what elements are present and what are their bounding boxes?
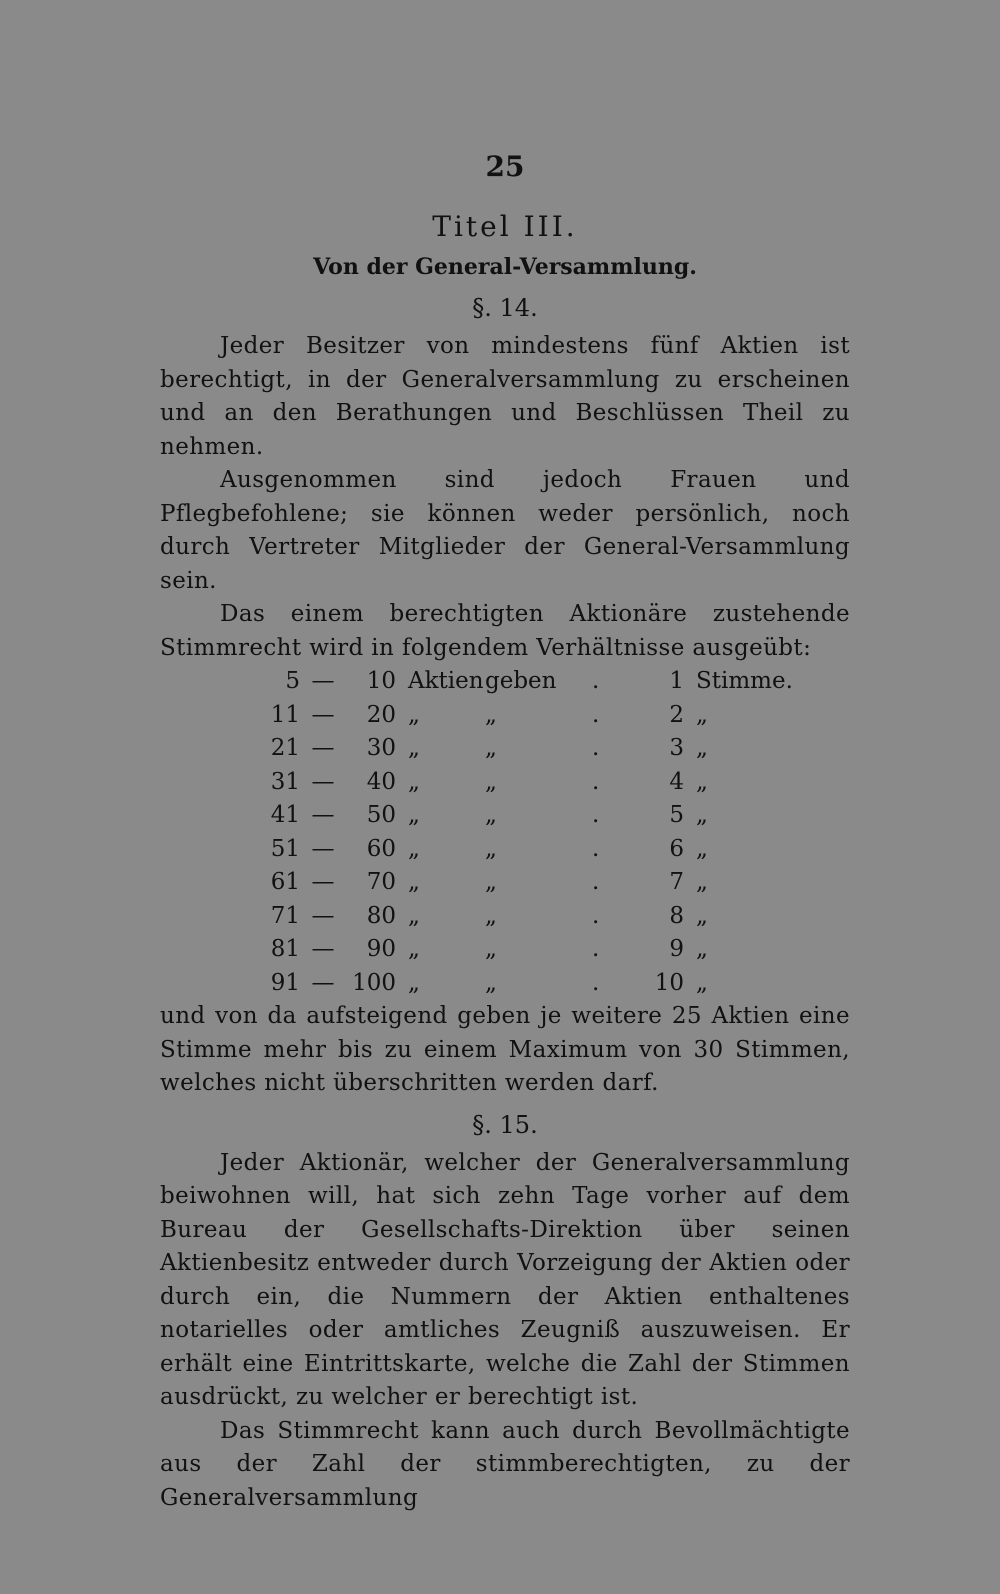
chapter-title: Titel III. [432, 210, 578, 243]
table-cell-w1: „ [408, 802, 420, 828]
table-cell-dash: — [311, 869, 335, 895]
table-cell-w2: „ [485, 969, 497, 996]
table-cell-num: 6 [669, 835, 684, 862]
table-cell-dash: — [311, 802, 335, 828]
table-cell-dot: . [592, 969, 600, 996]
table-cell-w2: „ [485, 936, 497, 962]
table-cell-dot: . [592, 701, 600, 728]
table-cell-unit: Stimme. [696, 668, 793, 694]
section-14-heading: §. 14. [472, 294, 538, 322]
table-cell-dash: — [311, 902, 335, 929]
table-cell-num: 1 [669, 668, 684, 694]
table-cell-dash: — [311, 735, 335, 761]
table-cell-from: 31 [270, 768, 300, 795]
table-cell-dash: — [311, 701, 335, 728]
table-cell-unit: „ [696, 802, 708, 828]
table-cell-to: 20 [366, 701, 396, 728]
table-cell-w1: „ [408, 869, 420, 895]
table-cell-to: 70 [366, 869, 396, 895]
table-cell-dot: . [592, 902, 600, 929]
table-cell-num: 10 [654, 969, 684, 996]
table-cell-unit: „ [696, 768, 708, 795]
section-14-paragraph-4: und von da aufsteigend geben je weitere 25 Aktien eine Stimme mehr bis zu einem Maximum von 30 Stimmen, welches nicht überschritten werden darf. [160, 1003, 850, 1096]
section-14-paragraph-3: Das einem berechtigten Aktionäre zustehende Stimmrecht wird in folgendem Verhältnisse ausgeübt: [160, 601, 850, 661]
table-cell-w1: „ [408, 735, 420, 761]
table-cell-from: 81 [270, 936, 300, 962]
page-number: 25 [485, 150, 525, 183]
table-cell-to: 60 [366, 835, 396, 862]
table-cell-w2: geben [485, 668, 557, 694]
table-cell-w2: „ [485, 701, 497, 728]
table-cell-unit: „ [696, 835, 708, 862]
table-cell-unit: „ [696, 936, 708, 962]
table-cell-to: 50 [366, 802, 396, 828]
table-cell-w1: „ [408, 902, 420, 929]
table-row [160, 866, 850, 900]
table-row [160, 933, 850, 967]
table-cell-to: 90 [366, 936, 396, 962]
table-cell-from: 21 [270, 735, 300, 761]
table-cell-unit: „ [696, 902, 708, 929]
table-cell-unit: „ [696, 701, 708, 728]
table-cell-from: 11 [270, 701, 300, 728]
table-cell-dot: . [592, 668, 600, 694]
table-row [160, 967, 850, 1001]
table-cell-dot: . [592, 802, 600, 828]
table-cell-to: 100 [352, 969, 396, 996]
table-row [160, 900, 850, 934]
table-cell-num: 3 [669, 735, 684, 761]
table-row [160, 766, 850, 800]
table-cell-w2: „ [485, 869, 497, 895]
table-cell-unit: „ [696, 869, 708, 895]
table-cell-dot: . [592, 835, 600, 862]
table-cell-w1: Aktien [408, 668, 484, 694]
table-cell-w2: „ [485, 802, 497, 828]
table-cell-w1: „ [408, 936, 420, 962]
table-cell-dash: — [311, 835, 335, 862]
table-row [160, 732, 850, 766]
table-cell-to: 10 [366, 668, 396, 694]
chapter-subtitle: Von der General-Versammlung. [313, 254, 697, 280]
table-cell-to: 30 [366, 735, 396, 761]
document-page [160, 150, 850, 1515]
table-cell-from: 91 [270, 969, 300, 996]
table-row [160, 799, 850, 833]
table-cell-unit: „ [696, 969, 708, 996]
table-cell-num: 9 [669, 936, 684, 962]
table-cell-dash: — [311, 936, 335, 962]
table-cell-dot: . [592, 869, 600, 895]
table-cell-dash: — [311, 969, 335, 996]
table-cell-from: 51 [270, 835, 300, 862]
voting-table [160, 665, 850, 1000]
section-14-paragraph-1: Jeder Besitzer von mindestens fünf Aktien ist berechtigt, in der Generalversammlung zu erscheinen und an den Berathungen und Beschlüssen Theil zu nehmen. [160, 333, 850, 460]
table-cell-w2: „ [485, 835, 497, 862]
table-cell-num: 8 [669, 902, 684, 929]
table-cell-unit: „ [696, 735, 708, 761]
table-cell-from: 71 [270, 902, 300, 929]
table-cell-w1: „ [408, 701, 420, 728]
table-cell-num: 5 [669, 802, 684, 828]
table-cell-from: 5 [285, 668, 300, 694]
table-row [160, 665, 850, 699]
table-cell-w2: „ [485, 768, 497, 795]
table-row [160, 833, 850, 867]
table-cell-dot: . [592, 735, 600, 761]
table-row [160, 699, 850, 733]
table-cell-w2: „ [485, 902, 497, 929]
table-cell-num: 4 [669, 768, 684, 795]
table-cell-dot: . [592, 936, 600, 962]
table-cell-to: 40 [366, 768, 396, 795]
table-cell-num: 2 [669, 701, 684, 728]
table-cell-from: 41 [270, 802, 300, 828]
table-cell-to: 80 [366, 902, 396, 929]
section-15-paragraph-2: Das Stimmrecht kann auch durch Bevollmächtigte aus der Zahl der stimmberechtigten, zu der Generalversammlung [160, 1417, 850, 1511]
table-cell-w2: „ [485, 735, 497, 761]
section-15-paragraph-1: Jeder Aktionär, welcher der Generalversammlung beiwohnen will, hat sich zehn Tage vorher auf dem Bureau der Gesellschafts-Direktion über seinen Aktienbesitz entweder durch Vorzeigung der Aktien oder durch ein, die Nummern der Aktien enthaltenes notarielles oder amtliches Zeugniß auszuweisen. Er erhält eine Eintrittskarte, welche die Zahl der Stimmen ausdrückt, zu welcher er berechtigt ist. [160, 1149, 850, 1410]
table-cell-from: 61 [270, 869, 300, 895]
table-cell-w1: „ [408, 969, 420, 996]
section-15-heading: §. 15. [472, 1110, 538, 1139]
table-cell-w1: „ [408, 835, 420, 862]
table-cell-dot: . [592, 768, 600, 795]
table-cell-num: 7 [669, 869, 684, 895]
section-14-paragraph-2: Ausgenommen sind jedoch Frauen und Pflegbefohlene; sie können weder persönlich, noch durch Vertreter Mitglieder der General-Versammlung sein. [160, 467, 850, 594]
table-cell-dash: — [311, 668, 335, 694]
table-cell-dash: — [311, 768, 335, 795]
table-cell-w1: „ [408, 768, 420, 795]
